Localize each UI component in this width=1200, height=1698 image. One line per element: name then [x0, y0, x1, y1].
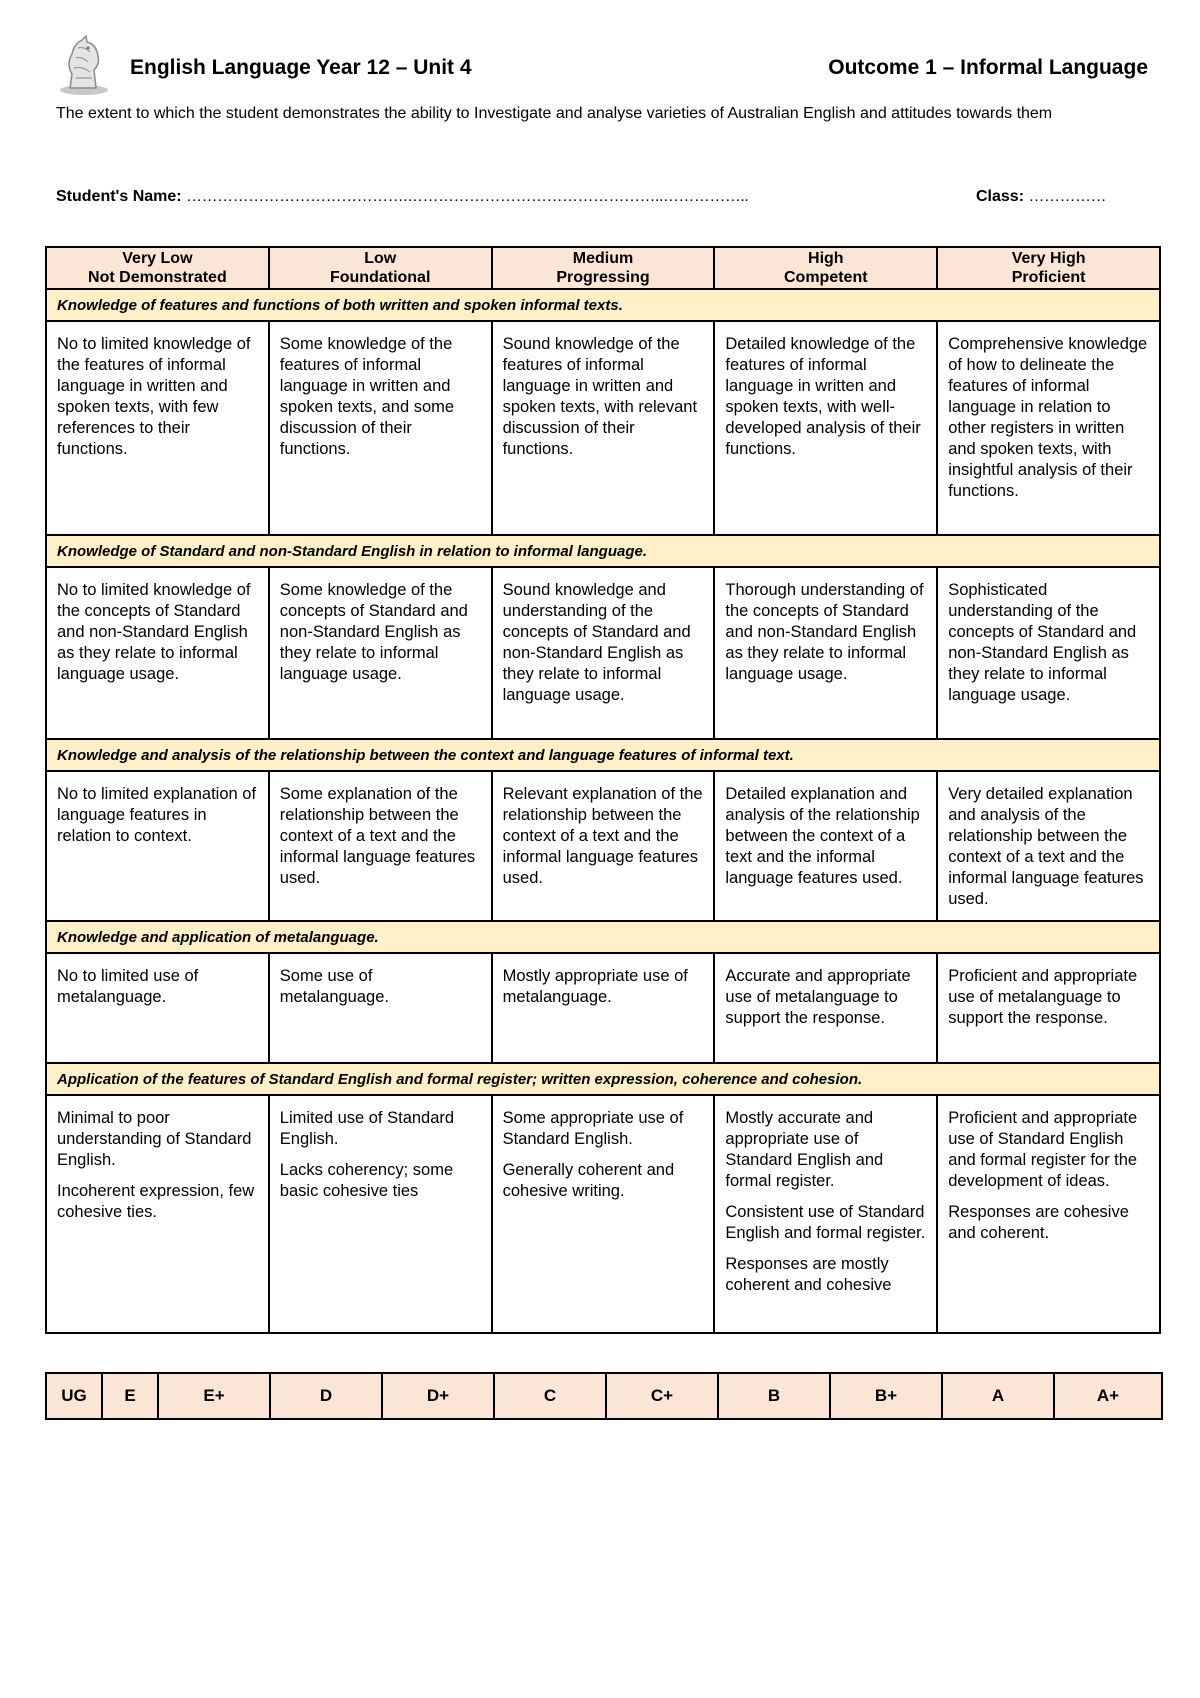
descriptor-cell[interactable]: [492, 567, 715, 739]
column-header: [492, 247, 715, 289]
class-line: ……………: [1028, 188, 1106, 205]
grade-row: [46, 1373, 1162, 1419]
descriptor-cell[interactable]: [937, 953, 1160, 1063]
descriptor-text: Some knowledge of the features of informal language in written and spoken texts, and some discussion of their functions.: [279, 335, 455, 458]
descriptor-text: Minimal to poor understanding of Standard English.: [57, 1109, 252, 1169]
descriptor-cell[interactable]: [937, 321, 1160, 535]
descriptor-cell[interactable]: [269, 567, 492, 739]
column-level: Very Low: [122, 250, 193, 267]
grade-cell-a-plus[interactable]: A+: [1054, 1373, 1162, 1419]
descriptor-text: Mostly accurate and appropriate use of Standard English and formal register.: [725, 1109, 884, 1190]
descriptor-row: [46, 953, 1160, 1063]
grade-cell-c-plus[interactable]: C+: [606, 1373, 718, 1419]
school-crest-logo: [56, 34, 112, 96]
column-descriptor: Proficient: [1011, 269, 1086, 286]
criterion-row: [46, 289, 1160, 321]
criterion-title: Knowledge and analysis of the relationship between the context and language features of informal text.: [46, 739, 1160, 771]
class-field[interactable]: [976, 188, 1106, 206]
descriptor-cell[interactable]: [714, 771, 937, 921]
column-header: [937, 247, 1160, 289]
grade-cell-e-plus[interactable]: E+: [158, 1373, 270, 1419]
descriptor-row: [46, 1095, 1160, 1333]
criterion-row: [46, 535, 1160, 567]
descriptor-text: Some appropriate use of Standard English.: [502, 1109, 684, 1148]
intro-text: The extent to which the student demonstrates the ability to Investigate and analyse varieties of Australian English and attitudes towards them: [56, 105, 1053, 122]
descriptor-cell[interactable]: [714, 567, 937, 739]
descriptor-cell[interactable]: [269, 953, 492, 1063]
column-descriptor: Progressing: [556, 269, 650, 286]
column-descriptor: Foundational: [329, 269, 431, 286]
criterion-row: [46, 739, 1160, 771]
grade-cell-d[interactable]: D: [270, 1373, 382, 1419]
column-header: [46, 247, 269, 289]
page-title: English Language Year 12 – Unit 4: [130, 56, 472, 79]
descriptor-text: No to limited knowledge of the features of informal language in written and spoken texts, with few references to their functions.: [57, 335, 251, 458]
descriptor-cell[interactable]: [492, 1095, 715, 1333]
descriptor-text: Detailed explanation and analysis of the relationship between the context of a text and the informal language features used.: [725, 785, 920, 887]
column-descriptor: Not Demonstrated: [88, 269, 227, 286]
descriptor-cell[interactable]: [269, 771, 492, 921]
descriptor-cell[interactable]: [269, 321, 492, 535]
rubric-header-row: [46, 247, 1160, 289]
descriptor-cell[interactable]: [714, 321, 937, 535]
descriptor-cell[interactable]: [714, 1095, 937, 1333]
descriptor-text: Some knowledge of the concepts of Standard and non-Standard English as they relate to informal language usage.: [279, 581, 468, 683]
descriptor-row: [46, 771, 1160, 921]
column-level: High: [808, 250, 844, 267]
criterion-title: Knowledge of Standard and non-Standard English in relation to informal language.: [46, 535, 1160, 567]
descriptor-text: No to limited knowledge of the concepts of Standard and non-Standard English as they relate to informal language usage.: [57, 581, 251, 683]
student-name-field[interactable]: [56, 188, 748, 205]
descriptor-text: Accurate and appropriate use of metalanguage to support the response.: [725, 967, 911, 1027]
descriptor-cell[interactable]: [46, 771, 269, 921]
descriptor-row: [46, 567, 1160, 739]
grade-cell-ug[interactable]: UG: [46, 1373, 102, 1419]
column-descriptor: Competent: [784, 269, 868, 286]
column-header: [714, 247, 937, 289]
descriptor-cell[interactable]: [269, 1095, 492, 1333]
column-header: [269, 247, 492, 289]
descriptor-text: Generally coherent and cohesive writing.: [502, 1161, 675, 1200]
descriptor-text: Very detailed explanation and analysis of the relationship between the context of a text and the informal language features used.: [948, 785, 1144, 908]
descriptor-cell[interactable]: [937, 1095, 1160, 1333]
descriptor-text: Sound knowledge of the features of informal language in written and spoken texts, with relevant discussion of their functions.: [502, 335, 698, 458]
descriptor-text: Relevant explanation of the relationship between the context of a text and the informal language features used.: [502, 785, 703, 887]
column-level: Medium: [572, 250, 634, 267]
descriptor-cell[interactable]: [46, 321, 269, 535]
descriptor-text: Proficient and appropriate use of metalanguage to support the response.: [948, 967, 1138, 1027]
grade-cell-b-plus[interactable]: B+: [830, 1373, 942, 1419]
grade-cell-d-plus[interactable]: D+: [382, 1373, 494, 1419]
class-label: Class:: [976, 188, 1025, 205]
descriptor-text: Limited use of Standard English.: [279, 1109, 455, 1148]
descriptor-text: No to limited use of metalanguage.: [57, 967, 199, 1006]
descriptor-text: Lacks coherency; some basic cohesive ties: [279, 1161, 454, 1200]
descriptor-text: Detailed knowledge of the features of informal language in written and spoken texts, with well-developed analysis of their functions.: [725, 335, 921, 458]
student-name-label: Student's Name:: [56, 188, 182, 205]
column-level: Very High: [1011, 250, 1086, 267]
descriptor-cell[interactable]: [937, 567, 1160, 739]
criterion-row: [46, 921, 1160, 953]
grade-scale-table: [45, 1372, 1163, 1420]
descriptor-text: Responses are cohesive and coherent.: [948, 1203, 1129, 1242]
descriptor-cell[interactable]: [492, 953, 715, 1063]
descriptor-cell[interactable]: [937, 771, 1160, 921]
descriptor-text: Thorough understanding of the concepts of Standard and non-Standard English as they relate to informal language usage.: [725, 581, 924, 683]
descriptor-text: Some use of metalanguage.: [279, 967, 389, 1006]
criterion-title: Knowledge and application of metalanguage.: [46, 921, 1160, 953]
descriptor-text: Proficient and appropriate use of Standard English and formal register for the development of ideas.: [948, 1109, 1138, 1190]
descriptor-cell[interactable]: [46, 953, 269, 1063]
descriptor-text: Responses are mostly coherent and cohesive: [725, 1255, 892, 1294]
grade-cell-b[interactable]: B: [718, 1373, 830, 1419]
student-details-row: [56, 188, 1136, 206]
descriptor-text: Comprehensive knowledge of how to delineate the features of informal language in relation to other registers in written and spoken texts, with insightful analysis of their functions.: [948, 335, 1148, 500]
descriptor-cell[interactable]: [46, 567, 269, 739]
column-level: Low: [364, 250, 397, 267]
student-name-line: …………………………………….…………………………………………..……………..: [186, 188, 749, 205]
descriptor-row: [46, 321, 1160, 535]
criterion-row: [46, 1063, 1160, 1095]
grade-cell-a[interactable]: A: [942, 1373, 1054, 1419]
grade-cell-e[interactable]: E: [102, 1373, 158, 1419]
descriptor-text: No to limited explanation of language features in relation to context.: [57, 785, 257, 845]
descriptor-cell[interactable]: [714, 953, 937, 1063]
descriptor-cell[interactable]: [46, 1095, 269, 1333]
descriptor-cell[interactable]: [492, 771, 715, 921]
outcome-title: Outcome 1 – Informal Language: [828, 56, 1148, 79]
descriptor-text: Mostly appropriate use of metalanguage.: [502, 967, 688, 1006]
grade-cell-c[interactable]: C: [494, 1373, 606, 1419]
rubric-table: [45, 246, 1161, 1334]
descriptor-text: Consistent use of Standard English and formal register.: [725, 1203, 926, 1242]
descriptor-text: Incoherent expression, few cohesive ties.: [57, 1182, 255, 1221]
descriptor-text: Some explanation of the relationship between the context of a text and the informal language features used.: [279, 785, 476, 887]
descriptor-cell[interactable]: [492, 321, 715, 535]
criterion-title: Application of the features of Standard English and formal register; written expression, coherence and cohesion.: [46, 1063, 1160, 1095]
descriptor-text: Sound knowledge and understanding of the concepts of Standard and non-Standard English as they relate to informal language usage.: [502, 581, 691, 704]
criterion-title: Knowledge of features and functions of both written and spoken informal texts.: [46, 289, 1160, 321]
descriptor-text: Sophisticated understanding of the concepts of Standard and non-Standard English as they relate to informal language usage.: [948, 581, 1137, 704]
